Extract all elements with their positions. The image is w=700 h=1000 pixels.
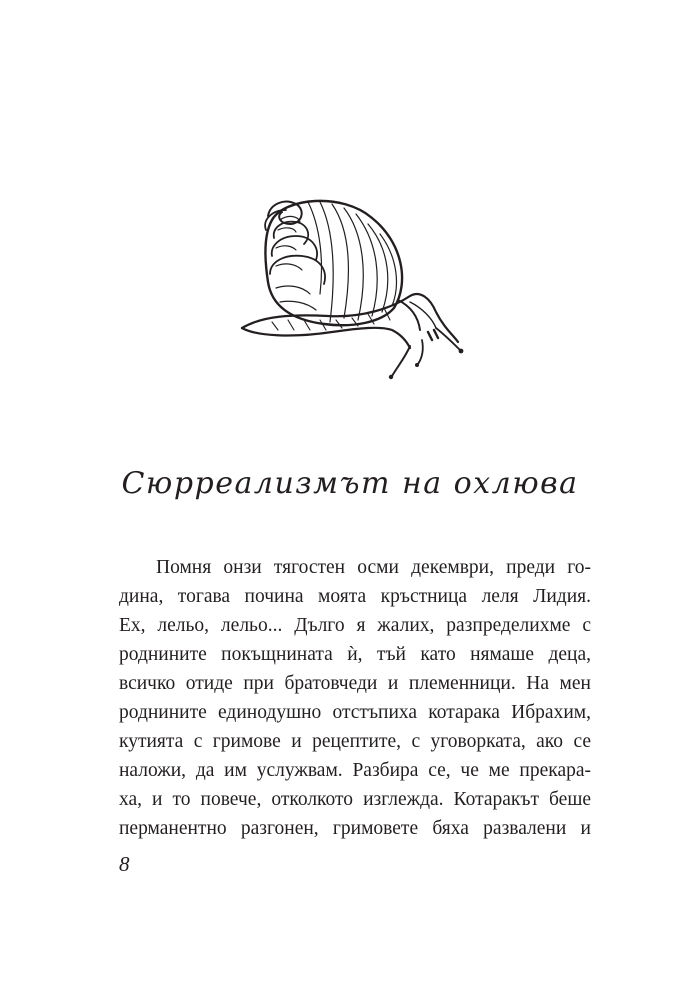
body-line: наложи, да им услужвам. Разбира се, че ме прекара- xyxy=(119,760,591,781)
body-line: кутията с гримове и рецептите, с уговорката, ако се xyxy=(119,731,591,752)
body-text xyxy=(119,553,591,843)
body-line: Помня онзи тягостен осми декември, преди го- xyxy=(156,557,591,578)
body-line: всичко отиде при братовчеди и племенници. На мен xyxy=(119,673,591,694)
page-number: 8 xyxy=(119,852,130,876)
body-line: роднините покъщнината ѝ, тъй като нямаше деца, xyxy=(119,644,591,665)
chapter-title: Сюрреализмът на охлюва xyxy=(121,466,579,501)
body-line: роднините единодушно отстъпиха котарака Ибрахим, xyxy=(119,702,591,723)
body-line: дина, тогава почина моята кръстница леля Лидия. xyxy=(119,586,591,607)
body-line: ха, и то повече, отколкото изглежда. Котаракът беше xyxy=(119,789,591,810)
snail-illustration xyxy=(232,190,472,390)
body-line: Ех, лельо, лельо... Дълго я жалих, разпределихме с xyxy=(119,615,591,636)
body-line: перманентно разгонен, гримовете бяха развалени и xyxy=(119,818,591,839)
snail-icon xyxy=(232,190,472,390)
